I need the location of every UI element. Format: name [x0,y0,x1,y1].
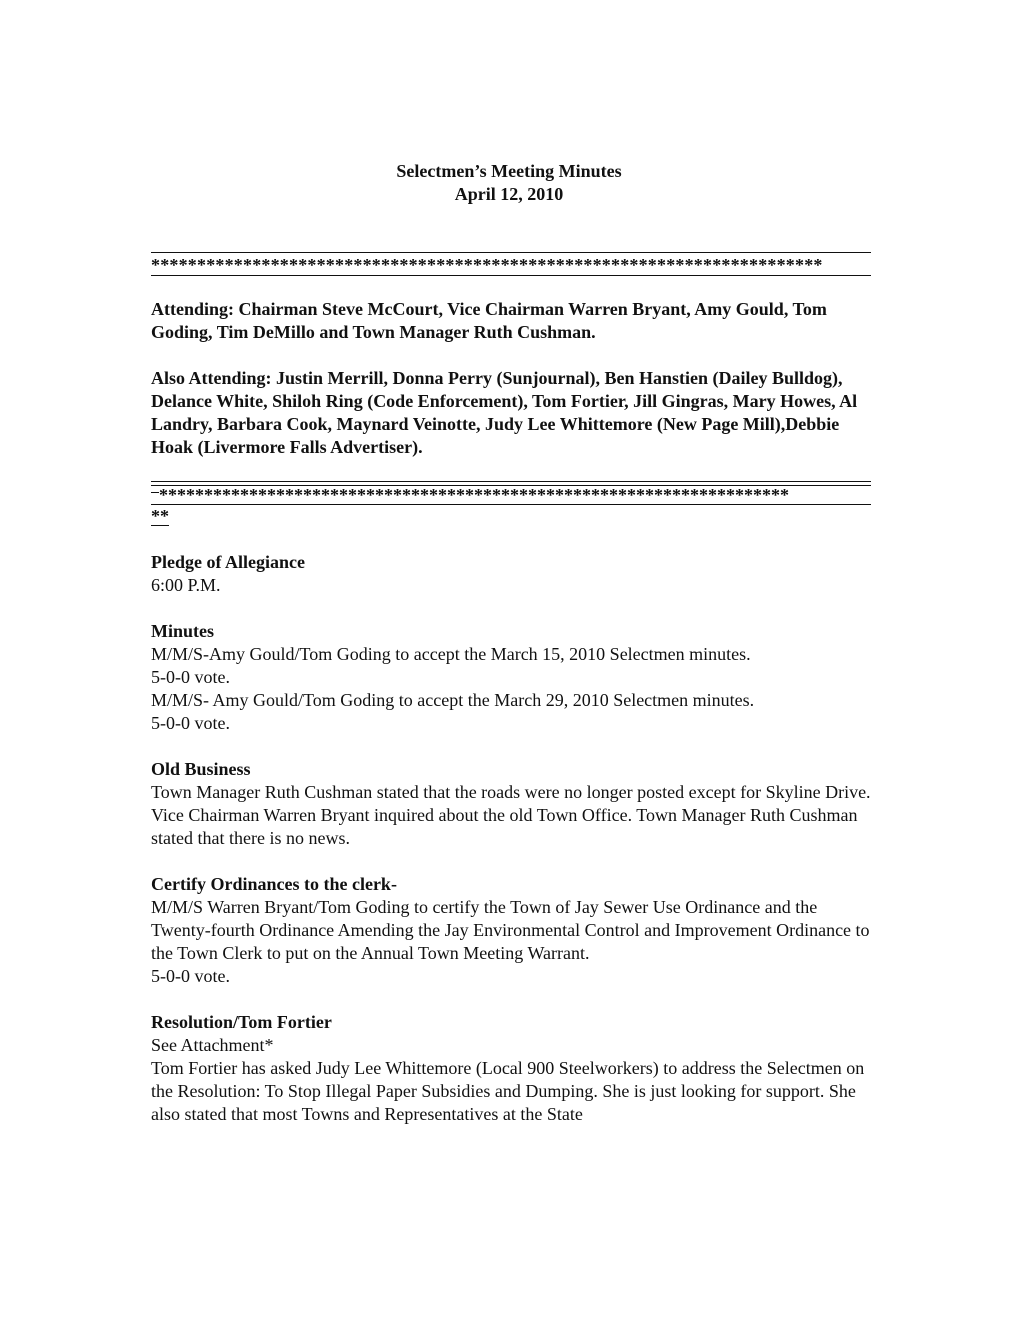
section-line: 5-0-0 vote. [151,667,230,687]
section [151,758,871,850]
document-date: April 12, 2010 [454,184,564,204]
section-line: M/M/S Warren Bryant/Tom Goding to certify the Town of Jay Sewer Use Ordinance and the Twenty-fourth Ordinance Amending the Jay Environmental Control and Improvement Ordinance to the Town Clerk to put on the Annual Town Meeting Warrant. [151,897,870,963]
document-page [151,160,871,1126]
section-line: Town Manager Ruth Cushman stated that the roads were no longer posted except for Skyline Drive. [151,782,871,802]
section-line: 5-0-0 vote. [151,966,230,986]
section-line: Vice Chairman Warren Bryant inquired about the old Town Office. Town Manager Ruth Cushman stated that there is no news. [151,805,858,848]
sections-container [151,551,871,1126]
section-heading: Minutes [151,621,214,641]
section-line: M/M/S- Amy Gould/Tom Goding to accept the March 29, 2010 Selectmen minutes. [151,690,755,710]
separator-rule [151,252,871,276]
section [151,1011,871,1126]
title-block [147,160,871,206]
separator-2-tail: ** [151,506,169,526]
document-title: Selectmen’s Meeting Minutes [396,161,622,181]
separator-2-tick [151,492,159,493]
section-heading: Certify Ordinances to the clerk- [151,874,397,894]
separator-stars: ************************************************************************* [151,255,823,275]
section-line: 5-0-0 vote. [151,713,230,733]
section-heading: Resolution/Tom Fortier [151,1012,332,1032]
separator-2-lines [151,481,871,505]
section-line: 6:00 P.M. [151,575,221,595]
separator-rule-2 [151,481,871,529]
section-heading: Pledge of Allegiance [151,552,305,572]
section [151,620,871,735]
separator-2-stars: ********************************************************************** [159,485,789,505]
attending-paragraph: Attending: Chairman Steve McCourt, Vice Chairman Warren Bryant, Amy Gould, Tom Goding, Tim DeMillo and Town Manager Ruth Cushman. [151,299,827,342]
section [151,873,871,988]
section-line: Tom Fortier has asked Judy Lee Whittemore (Local 900 Steelworkers) to address the Selectmen on the Resolution: To Stop Illegal Paper Subsidies and Dumping. She is just looking for support. She also stated that most Towns and Representatives at the State [151,1058,865,1124]
also-attending-paragraph: Also Attending: Justin Merrill, Donna Perry (Sunjournal), Ben Hanstien (Dailey Bulldog), Delance White, Shiloh Ring (Code Enforcement), Tom Fortier, Jill Gingras, Mary Howes, Al Landry, Barbara Cook, Maynard Veinotte, Judy Lee Whittemore (New Page Mill),Debbie Hoak (Livermore Falls Advertiser). [151,368,858,457]
section-heading: Old Business [151,759,251,779]
section [151,551,871,597]
section-line: M/M/S-Amy Gould/Tom Goding to accept the March 15, 2010 Selectmen minutes. [151,644,751,664]
section-line: See Attachment* [151,1035,274,1055]
